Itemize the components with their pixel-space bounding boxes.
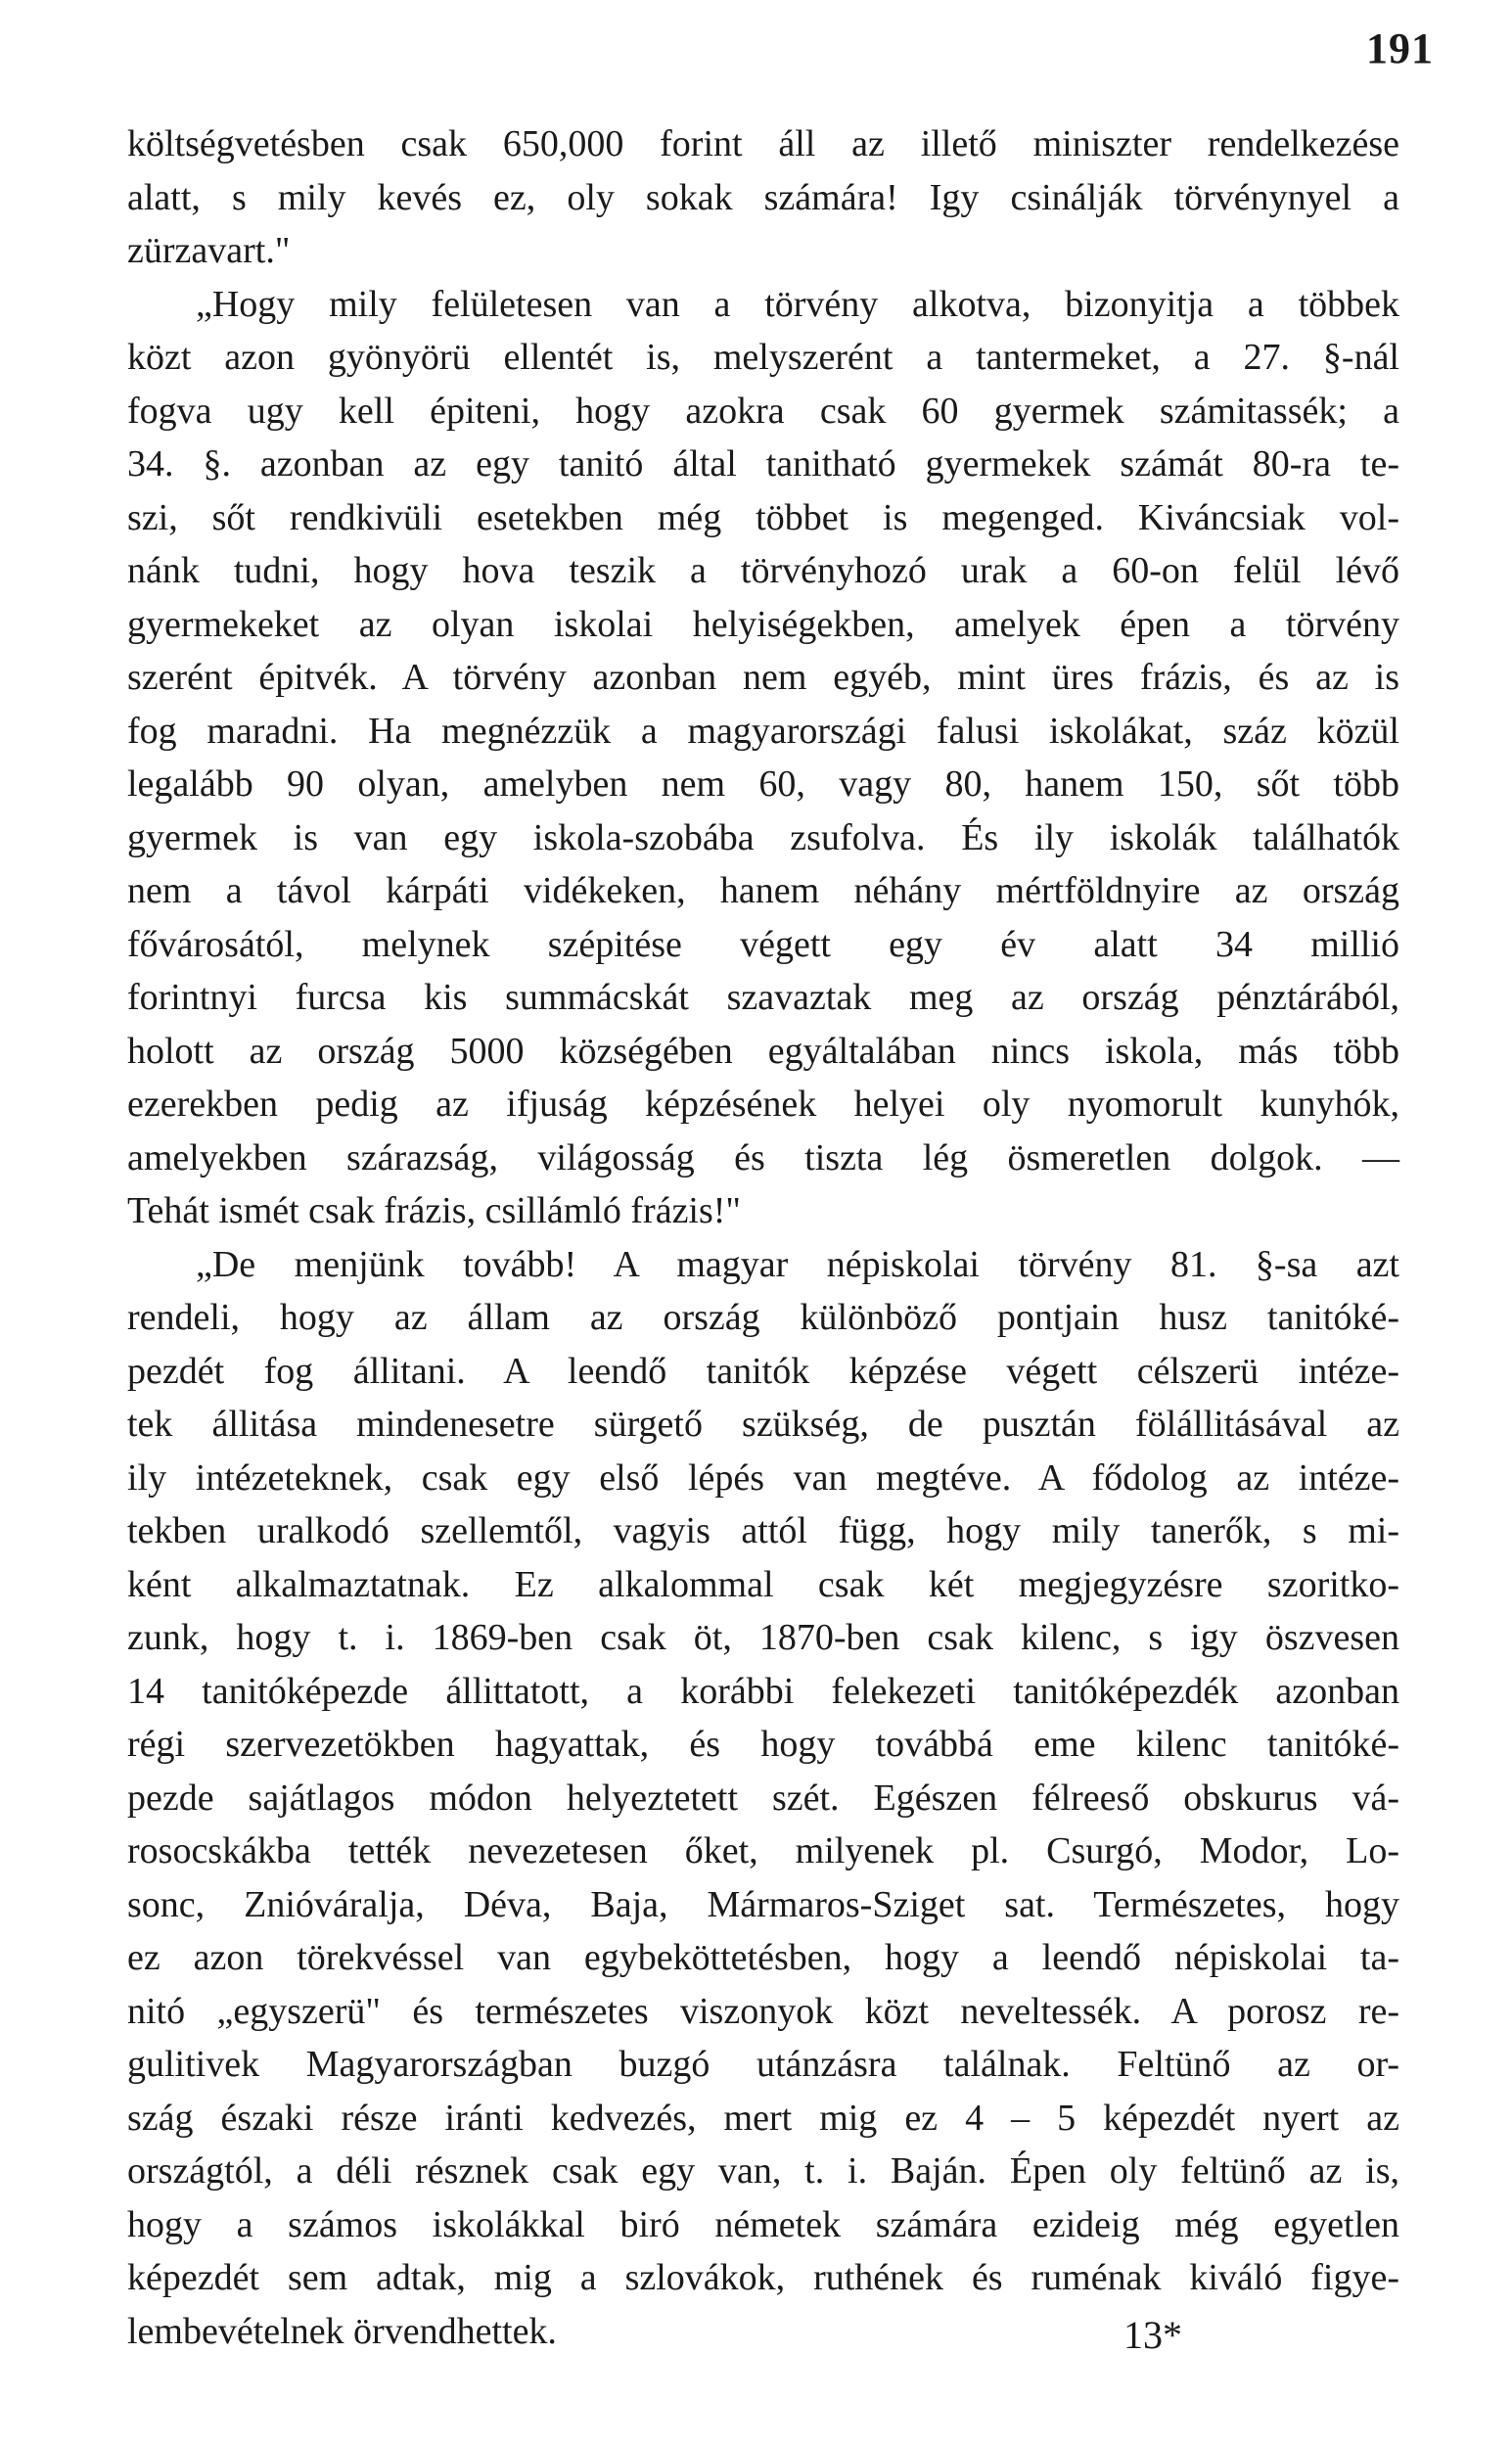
text-line: ként alkalmaztatnak. Ez alkalommal csak két megjegyzésre szoritko- [127,1563,1399,1605]
body-text [127,117,1399,2358]
text-line: nitó „egyszerü" és természetes viszonyok közt neveltessék. A porosz re- [127,1990,1399,2032]
text-line: legalább 90 olyan, amelyben nem 60, vagy 80, hanem 150, sőt több [127,763,1399,805]
text-line: országtól, a déli résznek csak egy van, t. i. Baján. Épen oly feltünő az is, [127,2150,1399,2192]
text-line: szerént épitvék. A törvény azonban nem egyéb, mint üres frázis, és az is [127,657,1399,698]
text-line: fog maradni. Ha megnézzük a magyarországi falusi iskolákat, száz közül [127,710,1399,752]
text-line: gyermekeket az olyan iskolai helyiségekben, amelyek épen a törvény [127,603,1399,645]
text-line: képezdét sem adtak, mig a szlovákok, ruthének és ruménak kiváló figye- [127,2257,1399,2298]
text-line: zürzavart." [127,230,291,271]
text-line: nem a távol kárpáti vidékeken, hanem néhány mértföldnyire az ország [127,870,1399,911]
page-number: 191 [1366,24,1434,72]
text-line: 34. §. azonban az egy tanitó által tanitható gyermekek számát 80-ra te- [127,443,1399,485]
text-line: költségvetésben csak 650,000 forint áll az illető miniszter rendelkezése [127,123,1399,164]
text-line: pezdét fog állitani. A leendő tanitók képzése végett célszerü intéze- [127,1350,1399,1392]
text-line: „Hogy mily felületesen van a törvény alkotva, bizonyitja a többek [196,283,1399,325]
text-line: tek állitása mindenesetre sürgető szükség, de pusztán fölállitásával az [127,1404,1399,1445]
text-line: nánk tudni, hogy hova teszik a törvényhozó urak a 60-on felül lévő [127,550,1399,591]
text-line: amelyekben szárazság, világosság és tiszta lég ösmeretlen dolgok. — [127,1136,1399,1178]
text-line: fővárosától, melynek szépitése végett egy év alatt 34 millió [127,923,1399,965]
text-line: holott az ország 5000 községében egyáltalában nincs iskola, más több [127,1030,1399,1072]
text-line: pezde sajátlagos módon helyeztetett szét. Egészen félreeső obskurus vá- [127,1777,1399,1819]
text-line: szi, sőt rendkivüli esetekben még többet is megenged. Kiváncsiak vol- [127,496,1399,538]
text-line: régi szervezetökben hagyattak, és hogy továbbá eme kilenc tanitóké- [127,1724,1399,1765]
text-line: fogva ugy kell épiteni, hogy azokra csak 60 gyermek számitassék; a [127,390,1399,432]
text-line: hogy a számos iskolákkal biró németek számára ezideig még egyetlen [127,2203,1399,2245]
text-line: forintnyi furcsa kis summácskát szavaztak meg az ország pénztárából, [127,977,1399,1018]
text-line: ily intézeteknek, csak egy első lépés van megtéve. A fődolog az intéze- [127,1456,1399,1499]
text-line: rendeli, hogy az állam az ország különböző pontjain husz tanitóké- [127,1297,1399,1338]
text-line: alatt, s mily kevés ez, oly sokak számára! Igy csinálják törvénynyel a [127,176,1399,218]
signature-mark: 13* [1123,2313,1182,2357]
text-line: gyermek is van egy iskola-szobába zsufolva. És ily iskolák találhatók [127,816,1399,858]
text-line: szág északi része iránti kedvezés, mert mig ez 4 – 5 képezdét nyert az [127,2097,1399,2139]
text-line: zunk, hogy t. i. 1869-ben csak öt, 1870-ben csak kilenc, s igy öszvesen [127,1617,1399,1658]
text-line: rosocskákba tették nevezetesen őket, milyenek pl. Csurgó, Modor, Lo- [127,1830,1399,1871]
text-line: közt azon gyönyörü ellentét is, melyszerént a tantermeket, a 27. §-nál [127,337,1399,378]
text-line: sonc, Znióváralja, Déva, Baja, Mármaros-Sziget sat. Természetes, hogy [127,1883,1399,1925]
text-line: Tehát ismét csak frázis, csillámló frázis!" [127,1190,741,1231]
text-line: tekben uralkodó szellemtől, vagyis attól függ, hogy mily tanerők, s mi- [127,1510,1399,1551]
text-line: ez azon törekvéssel van egybeköttetésben, hogy a leendő népiskolai ta- [127,1937,1399,1978]
text-line: „De menjünk tovább! A magyar népiskolai törvény 81. §-sa azt [196,1243,1399,1285]
text-line: 14 tanitóképezde állittatott, a korábbi felekezeti tanitóképezdék azonban [127,1670,1399,1712]
text-line: ezerekben pedig az ifjuság képzésének helyei oly nyomorult kunyhók, [127,1084,1399,1125]
text-line: lembevételnek örvendhettek. [127,2310,557,2352]
text-line: gulitivek Magyarországban buzgó utánzásra találnak. Feltünő az or- [127,2044,1399,2085]
